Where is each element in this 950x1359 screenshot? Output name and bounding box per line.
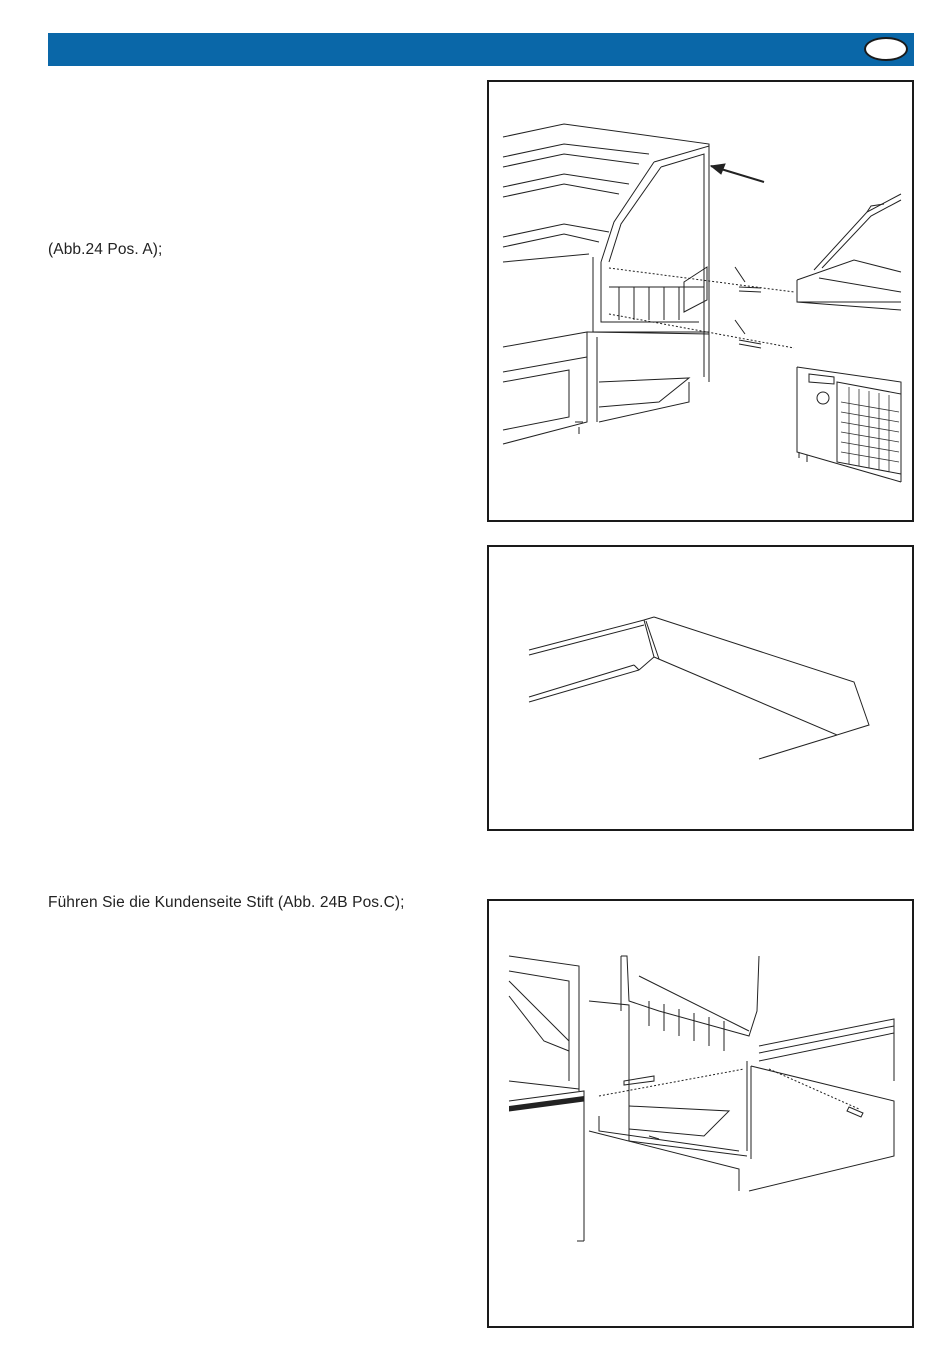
figure-2-frame [487, 545, 914, 831]
figure-1-frame [487, 80, 914, 522]
base-connection-pin-illustration [489, 901, 912, 1326]
paragraph-abb24-pos-a: (Abb.24 Pos. A); [48, 241, 163, 258]
top-panel-corner-illustration [489, 547, 912, 829]
figure-3-frame [487, 899, 914, 1328]
paragraph-kundenseite-stift: Führen Sie die Kundenseite Stift (Abb. 24B Pos.C); [48, 894, 405, 911]
header-bar [48, 33, 914, 66]
display-case-joining-pins-illustration [489, 82, 912, 520]
oval-language-badge-icon [864, 37, 908, 61]
